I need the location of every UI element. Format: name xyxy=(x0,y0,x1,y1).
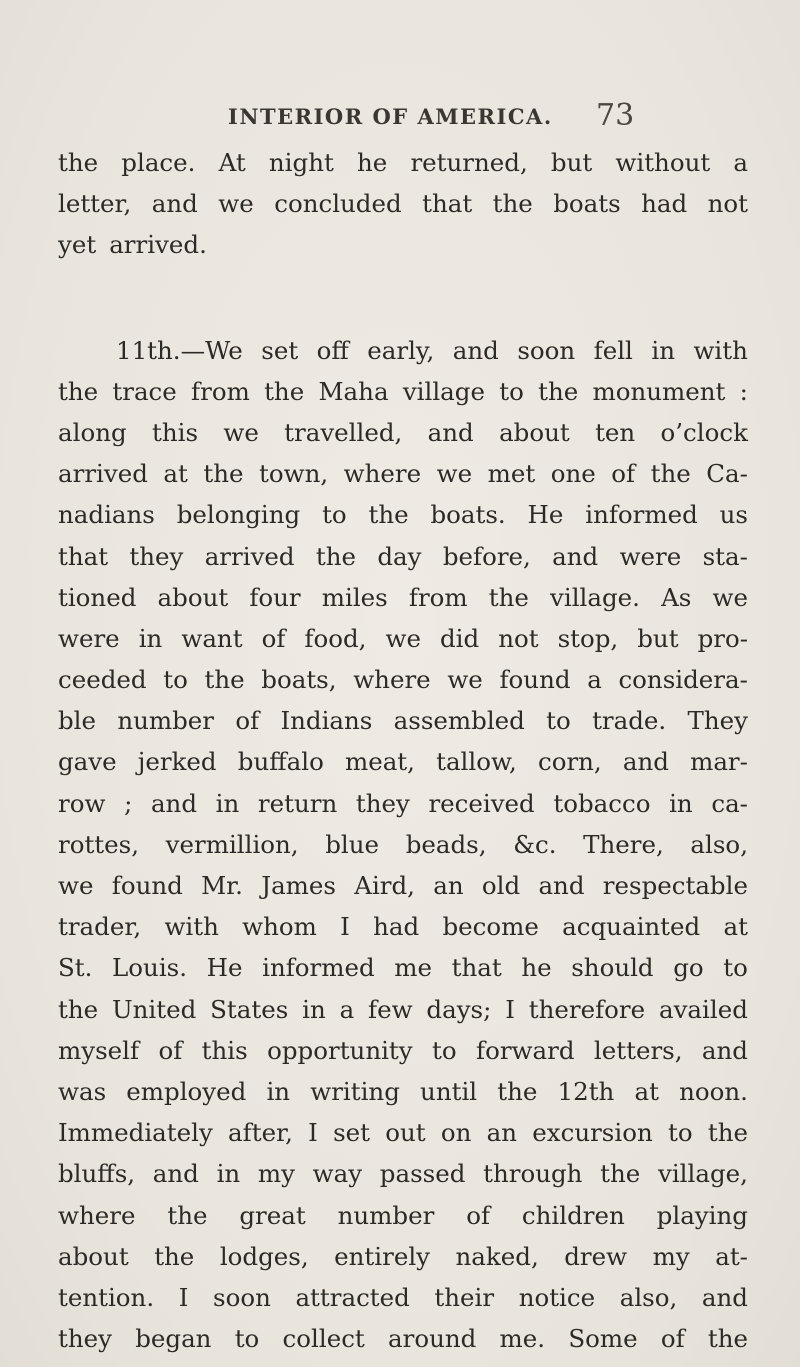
text-line: along this we travelled, and about ten o’clock xyxy=(58,417,748,447)
text-line: yet arrived. xyxy=(58,230,207,260)
text-line: letter, and we concluded that the boats had not xyxy=(58,189,748,219)
text-line: gave jerked buffalo meat, tallow, corn, and mar- xyxy=(58,747,748,777)
running-title: INTERIOR OF AMERICA. xyxy=(228,104,553,129)
text-line: tention. I soon attracted their notice also, and xyxy=(58,1282,748,1312)
text-line: tioned about four miles from the village. As we xyxy=(58,582,748,612)
text-line: bluffs, and in my way passed through the village, xyxy=(58,1159,748,1189)
text-line: row ; and in return they received tobacco in ca- xyxy=(58,788,748,818)
text-line: the place. At night he returned, but without a xyxy=(58,148,748,177)
text-line: myself of this opportunity to forward letters, and xyxy=(58,1035,748,1065)
text-line: trader, with whom I had become acquainted at xyxy=(58,912,748,942)
text-line: 11th.—We set off early, and soon fell in with xyxy=(116,335,748,365)
text-line: we found Mr. James Aird, an old and respectable xyxy=(58,871,748,900)
text-line: Immediately after, I set out on an excursion to the xyxy=(58,1118,748,1148)
text-line: ceeded to the boats, where we found a considera- xyxy=(58,665,748,695)
text-line: the United States in a few days; I therefore availed xyxy=(58,994,748,1024)
text-line: were in want of food, we did not stop, but pro- xyxy=(58,623,748,653)
text-line: St. Louis. He informed me that he should go to xyxy=(58,953,748,983)
running-head xyxy=(0,98,800,144)
paragraph-gap xyxy=(58,266,748,330)
text-line: that they arrived the day before, and were sta- xyxy=(58,541,748,571)
paragraph-1 xyxy=(58,142,748,266)
text-line: where the great number of children playing xyxy=(58,1200,748,1230)
text-line: the trace from the Maha village to the monument : xyxy=(58,376,748,406)
page-number: 73 xyxy=(596,98,635,133)
paragraph-2 xyxy=(58,330,748,1360)
text-line: about the lodges, entirely naked, drew my at- xyxy=(58,1241,748,1271)
body-text xyxy=(58,142,748,1359)
text-line: nadians belonging to the boats. He informed us xyxy=(58,500,748,530)
text-line: rottes, vermillion, blue beads, &c. There, also, xyxy=(58,829,748,859)
text-line: was employed in writing until the 12th at noon. xyxy=(58,1076,748,1106)
text-line: they began to collect around me. Some of the xyxy=(58,1324,748,1354)
text-line: ble number of Indians assembled to trade. They xyxy=(58,706,748,736)
text-line: arrived at the town, where we met one of the Ca- xyxy=(58,459,748,489)
